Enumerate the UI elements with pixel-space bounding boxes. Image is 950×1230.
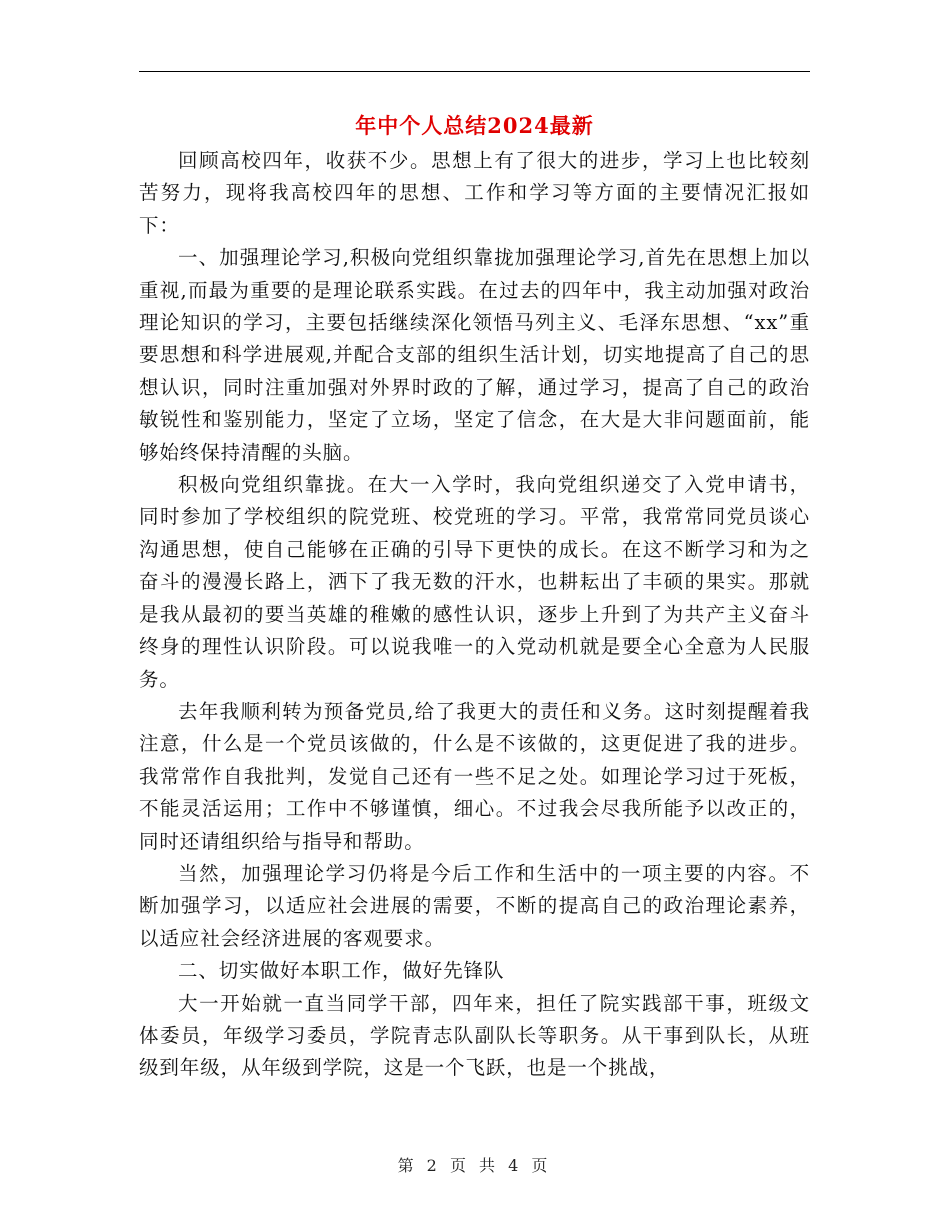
- paragraph-student-cadre: 大一开始就一直当同学干部，四年来，担任了院实践部干事，班级文体委员，年级学习委员，学院青志队副队长等职务。从干事到队长，从班级到年级，从年级到学院，这是一个飞跃，也是一个挑战，: [139, 991, 810, 1080]
- paragraph-continued-study: 当然，加强理论学习仍将是今后工作和生活中的一项主要的内容。不断加强学习，以适应社会进展的需要，不断的提高自己的政治理论素养，以适应社会经济进展的客观要求。: [139, 861, 810, 950]
- paragraph-intro: 回顾高校四年，收获不少。思想上有了很大的进步，学习上也比较刻苦努力，现将我高校四年的思想、工作和学习等方面的主要情况汇报如下：: [139, 149, 810, 237]
- document-body: [139, 145, 810, 1085]
- document-title: 年中个人总结2024最新: [355, 113, 594, 138]
- paragraph-party-approach: 积极向党组织靠拢。在大一入学时，我向党组织递交了入党申请书，同时参加了学校组织的院党班、校党班的学习。平常，我常常同党员谈心沟通思想，使自己能够在正确的引导下更快的成长。在这不断学习和为之奋斗的漫漫长路上，洒下了我无数的汗水，也耕耘出了丰硕的果实。那就是我从最初的要当英雄的稚嫩的感性认识，逐步上升到了为共产主义奋斗终身的理性认识阶段。可以说我唯一的入党动机就是要全心全意为人民服务。: [139, 473, 810, 691]
- header-rule: [139, 71, 810, 72]
- section-heading-work: 二、切实做好本职工作，做好先锋队: [178, 959, 505, 983]
- paragraph-theory-study: 一、加强理论学习,积极向党组织靠拢加强理论学习,首先在思想上加以重视,而最为重要的是理论联系实践。在过去的四年中，我主动加强对政治理论知识的学习，主要包括继续深化领悟马列主义、毛泽东思想、“xx”重要思想和科学进展观,并配合支部的组织生活计划，切实地提高了自己的思想认识，同时注重加强对外界时政的了解，通过学习，提高了自己的政治敏锐性和鉴别能力，坚定了立场，坚定了信念，在大是大非问题面前，能够始终保持清醒的头脑。: [139, 246, 810, 464]
- page-number-footer: 第 2 页 共 4 页: [397, 1156, 552, 1175]
- paragraph-probationary-member: 去年我顺利转为预备党员,给了我更大的责任和义务。这时刻提醒着我注意，什么是一个党员该做的，什么是不该做的，这更促进了我的进步。我常常作自我批判，发觉自己还有一些不足之处。如理论学习过于死板，不能灵活运用；工作中不够谨慎，细心。不过我会尽我所能予以改正的，同时还请组织给与指导和帮助。: [139, 699, 810, 853]
